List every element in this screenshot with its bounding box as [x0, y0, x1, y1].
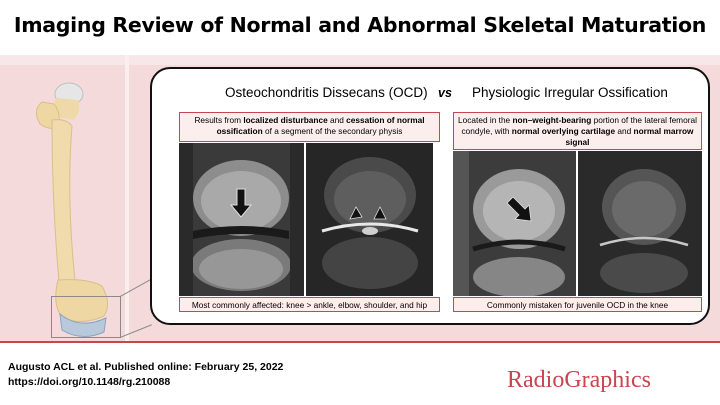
mri-physiologic-sagittal [453, 151, 576, 296]
left-desc-text-3: of a segment of the secondary physis [262, 126, 403, 136]
left-description [179, 112, 440, 142]
left-footer: Most commonly affected: knee > ankle, elbow, shoulder, and hip [179, 297, 440, 312]
page-title: Imaging Review of Normal and Abnormal Skeletal Maturation [13, 13, 707, 37]
citation-authors: Augusto ACL et al. Published online: February 25, 2022 [8, 361, 284, 373]
left-desc-bold-2: cessation of normal ossification [216, 115, 425, 136]
right-desc-bold-2: normal overlying cartilage [511, 126, 616, 136]
left-heading: Osteochondritis Dissecans (OCD) [225, 85, 428, 100]
right-heading: Physiologic Irregular Ossification [472, 85, 668, 100]
mri-ocd-coronal [179, 143, 304, 296]
right-footer: Commonly mistaken for juvenile OCD in the knee [453, 297, 702, 312]
citation-doi[interactable]: https://doi.org/10.1148/rg.210088 [8, 376, 171, 388]
zoom-box [51, 296, 121, 338]
right-desc-text-1: Located in the [458, 115, 513, 125]
mri-ocd-t2 [306, 143, 433, 296]
right-desc-bold-1: non–weight-bearing [512, 115, 592, 125]
left-desc-text-1: Results from [194, 115, 244, 125]
band-divider [0, 341, 720, 343]
left-desc-text-2: and [327, 115, 347, 125]
right-desc-text-2: portion of the lateral femoral condyle, with [461, 115, 697, 136]
vs-label: vs [438, 86, 452, 100]
left-desc-bold-1: localized disturbance [243, 115, 328, 125]
right-desc-text-3: and [615, 126, 634, 136]
mri-physiologic-t2 [578, 151, 702, 296]
radiographics-logo: RadioGraphics [507, 367, 651, 393]
right-desc-bold-3: normal marrow signal [565, 126, 694, 147]
band-top [0, 55, 720, 65]
right-description [453, 112, 702, 150]
